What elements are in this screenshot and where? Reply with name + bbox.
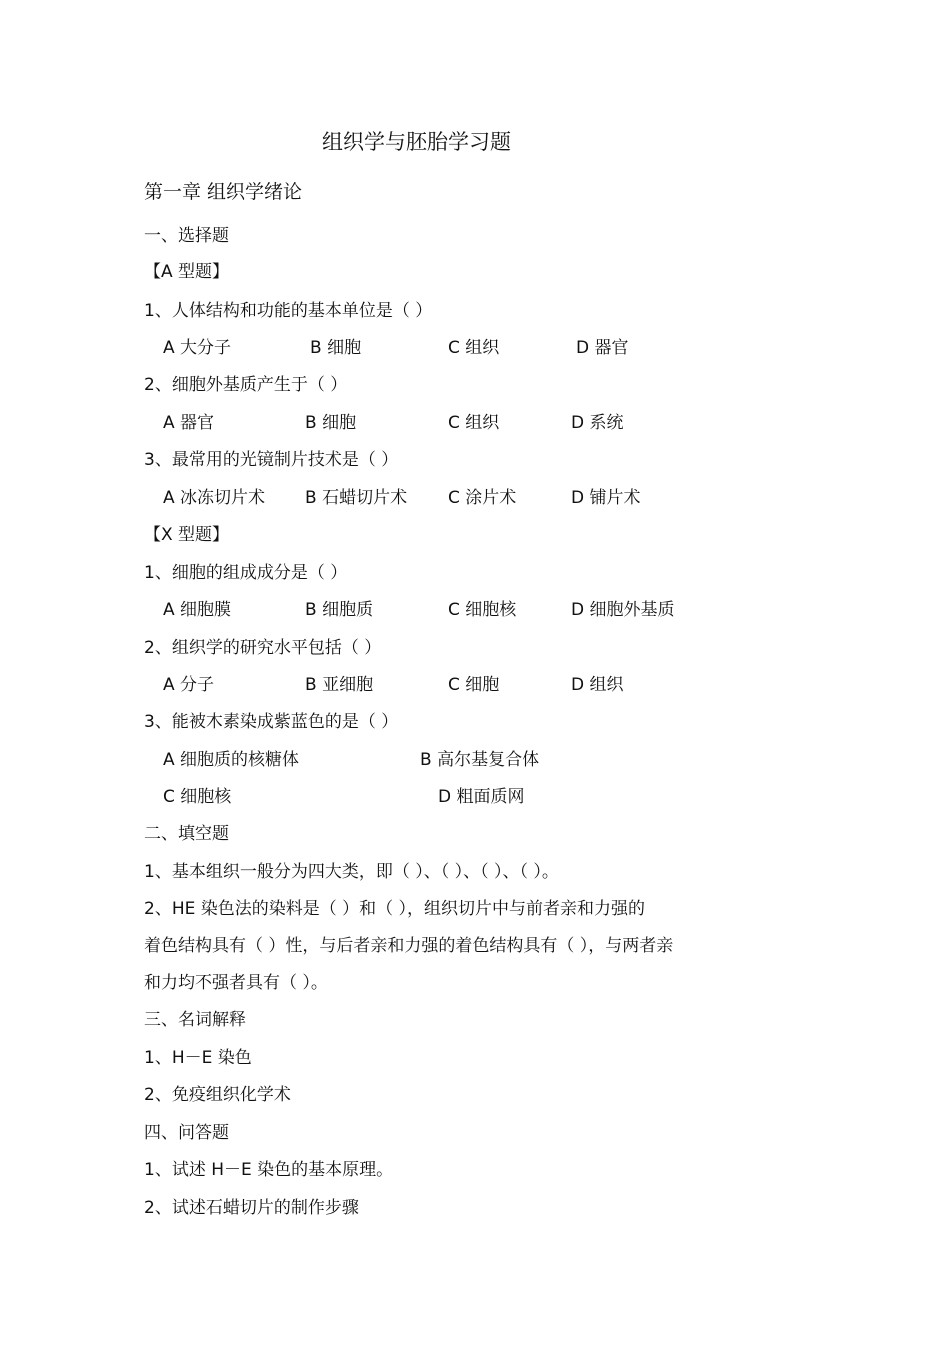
option-x3-c: C 细胞核: [163, 787, 232, 807]
option-x3-a: A 细胞质的核糖体: [163, 750, 300, 770]
option-a1-b: B 细胞: [310, 338, 362, 358]
type-a-heading: 【A 型题】: [144, 262, 230, 282]
option-x2-a: A 分子: [163, 675, 215, 695]
option-a2-c: C 组织: [448, 413, 500, 433]
document-title: 组织学与胚胎学习题: [322, 130, 511, 154]
type-x-heading: 【X 型题】: [144, 525, 230, 545]
fill-question-2-line2: 着色结构具有（ ）性，与后者亲和力强的着色结构具有（ ），与两者亲: [144, 936, 674, 956]
question-a1: 1、人体结构和功能的基本单位是（ ）: [144, 301, 433, 321]
question-a2: 2、细胞外基质产生于（ ）: [144, 375, 348, 395]
section-heading-terms: 三、名词解释: [144, 1010, 246, 1030]
option-a2-d: D 系统: [571, 413, 624, 433]
section-heading-qa: 四、问答题: [144, 1123, 229, 1143]
section-heading-choice: 一、选择题: [144, 226, 229, 246]
option-a1-c: C 组织: [448, 338, 500, 358]
question-x1: 1、细胞的组成成分是（ ）: [144, 563, 348, 583]
option-x3-b: B 高尔基复合体: [420, 750, 540, 770]
option-a2-b: B 细胞: [305, 413, 357, 433]
qa-item-1: 1、试述 H－E 染色的基本原理。: [144, 1160, 394, 1180]
option-a3-b: B 石蜡切片术: [305, 488, 408, 508]
question-a3: 3、最常用的光镜制片技术是（ ）: [144, 450, 399, 470]
fill-question-1: 1、基本组织一般分为四大类，即（ ）、（ ）、（ ）、（ ）。: [144, 862, 559, 882]
option-a2-a: A 器官: [163, 413, 215, 433]
option-a3-a: A 冰冻切片术: [163, 488, 266, 508]
option-a3-c: C 涂片术: [448, 488, 517, 508]
option-x1-b: B 细胞质: [305, 600, 374, 620]
option-a3-d: D 铺片术: [571, 488, 641, 508]
option-x2-b: B 亚细胞: [305, 675, 374, 695]
fill-question-2-line3: 和力均不强者具有（ ）。: [144, 973, 328, 993]
fill-question-2-line1: 2、HE 染色法的染料是（ ）和（ ），组织切片中与前者亲和力强的: [144, 899, 646, 919]
section-heading-fill: 二、填空题: [144, 824, 229, 844]
question-x3: 3、能被木素染成紫蓝色的是（ ）: [144, 712, 399, 732]
chapter-heading: 第一章 组织学绪论: [144, 181, 303, 203]
option-x1-c: C 细胞核: [448, 600, 517, 620]
term-item-2: 2、免疫组织化学术: [144, 1085, 291, 1105]
qa-item-2: 2、试述石蜡切片的制作步骤: [144, 1198, 359, 1218]
option-x3-d: D 粗面质网: [438, 787, 525, 807]
option-a1-a: A 大分子: [163, 338, 232, 358]
option-x1-a: A 细胞膜: [163, 600, 232, 620]
question-x2: 2、组织学的研究水平包括（ ）: [144, 638, 382, 658]
option-a1-d: D 器官: [576, 338, 629, 358]
option-x2-c: C 细胞: [448, 675, 500, 695]
term-item-1: 1、H－E 染色: [144, 1048, 252, 1068]
option-x2-d: D 组织: [571, 675, 624, 695]
option-x1-d: D 细胞外基质: [571, 600, 675, 620]
